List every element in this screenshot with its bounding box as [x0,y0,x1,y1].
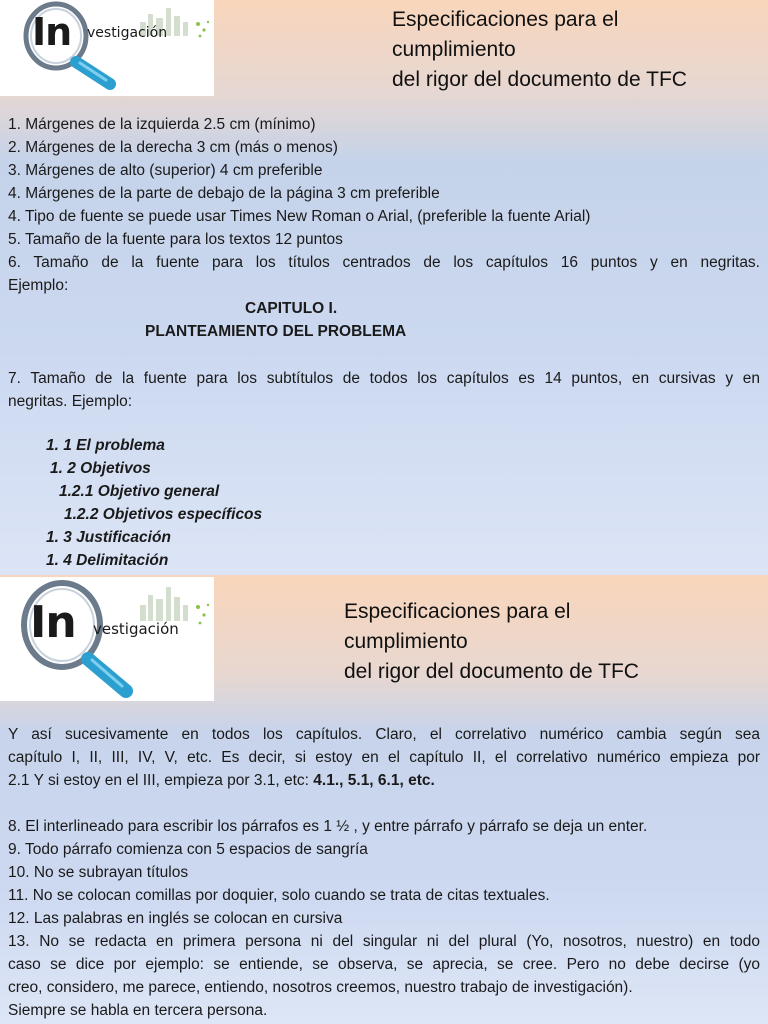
title-line-3: del rigor del documento de TFC [392,68,687,91]
investigacion-logo [0,0,214,96]
list-item-13-cont: Siempre se habla en tercera persona. [8,1002,268,1019]
paragraph-line: capítulo I, II, III, IV, V, etc. Es decir, si estoy en el capítulo II, el correlativo numérico empieza por [8,749,760,766]
list-item: 5. Tamaño de la fuente para los textos 12 puntos [8,231,343,248]
item-7 [8,367,760,413]
list-item: 4. Tipo de fuente se puede usar Times New Roman o Arial, (preferible la fuente Arial) [8,208,591,225]
title-line-3: del rigor del documento de TFC [344,660,639,683]
subtitle-example: 1. 4 Delimitación [46,552,169,569]
subtitle-example: 1.2.1 Objetivo general [59,483,220,500]
list-item-13: 13. No se redacta en primera persona ni del singular ni del plural (Yo, nosotros, nuestro) en todo [8,933,760,950]
list-item: 9. Todo párrafo comienza con 5 espacios de sangría [8,841,368,858]
title-line-1: Especificaciones para el [392,8,619,31]
list-item: 1. Márgenes de la izquierda 2.5 cm (mínimo) [8,116,316,133]
list-item-13-cont: caso se dice por ejemplo: se entiende, se observa, se aprecia, se cree. Pero no debe decirse (yo [8,956,760,973]
subtitle-examples [0,434,760,572]
list-item: 2. Márgenes de la derecha 3 cm (más o menos) [8,139,338,156]
list-item: 8. El interlineado para escribir los párrafos es 1 ½ , y entre párrafo y párrafo se deja un enter. [8,818,648,835]
example-chapter-title: PLANTEAMIENTO DEL PROBLEMA [145,323,407,340]
list-item: 10. No se subrayan títulos [8,864,189,881]
investigacion-logo [0,577,214,701]
logo-big-letters: In [30,597,76,648]
spec-list-continued [8,815,760,1022]
subtitle-example: 1.2.2 Objetivos específicos [64,506,263,523]
list-item: 12. Las palabras en inglés se colocan en cursiva [8,910,343,927]
slide-2 [0,575,768,1024]
paragraph-line: Y así sucesivamente en todos los capítulos. Claro, el correlativo numérico cambia según sea [8,726,760,743]
list-item: 11. No se colocan comillas por doquier, solo cuando se trata de citas textuales. [8,887,550,904]
logo-word: vestigación [87,25,168,41]
item-7-line-2: negritas. Ejemplo: [8,393,133,410]
list-item: 4. Márgenes de la parte de debajo de la página 3 cm preferible [8,185,440,202]
example-chapter: CAPITULO I. [245,300,338,317]
title-line-2: cumplimiento [392,38,516,61]
list-item-6: 6. Tamaño de la fuente para los títulos centrados de los capítulos 16 puntos y en negritas. [8,254,760,271]
item-7-line-1: 7. Tamaño de la fuente para los subtítulos de todos los capítulos es 14 puntos, en cursivas y en [8,370,760,387]
slide-title [344,597,639,687]
title-line-1: Especificaciones para el [344,600,571,623]
list-item: 3. Márgenes de alto (superior) 4 cm preferible [8,162,323,179]
subtitle-example: 1. 2 Objetivos [50,460,151,477]
subtitle-example: 1. 1 El problema [46,437,165,454]
paragraph-line [8,769,760,792]
list-item-6-cont: Ejemplo: [8,277,69,294]
slide-title [392,5,687,95]
subtitle-example: 1. 3 Justificación [46,529,171,546]
paragraph-text: 2.1 Y si estoy en el III, empieza por 3.1, etc: [8,772,314,789]
logo-word: vestigación [93,620,179,638]
paragraph-bold-text: 4.1., 5.1, 6.1, etc. [313,772,435,789]
logo-big-letters: In [32,10,72,54]
spec-list [8,113,760,297]
continuation-paragraph [8,723,760,792]
list-item-13-cont: creo, considero, me parece, entiendo, nosotros creemos, nuestro trabajo de investigación). [8,979,633,996]
title-line-2: cumplimiento [344,630,468,653]
